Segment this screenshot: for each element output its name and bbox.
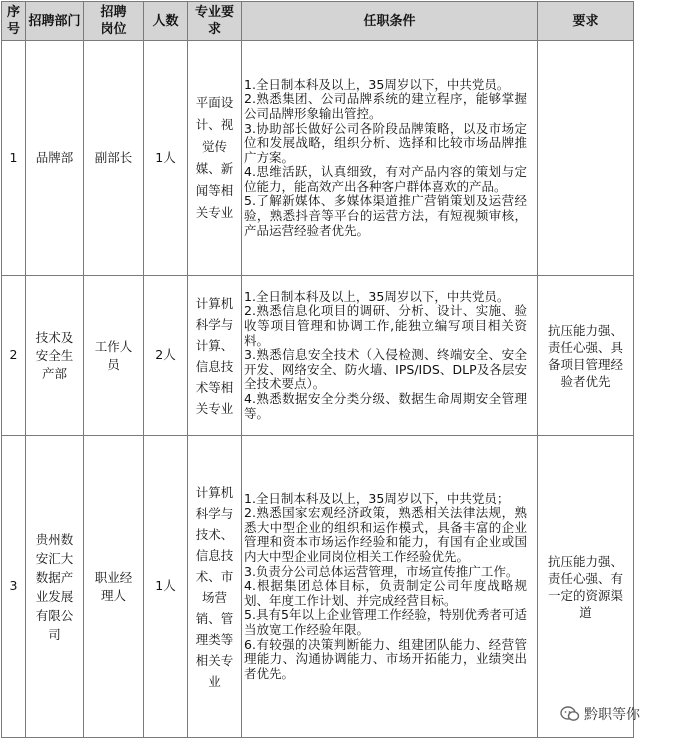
row-count: 1人 <box>144 41 188 276</box>
condition-item: 1.全日制本科及以上，35周岁以下，中共党员； <box>244 490 510 506</box>
row-requirements <box>538 41 634 276</box>
row-post: 职业经理人 <box>84 436 144 738</box>
row-conditions <box>242 276 538 436</box>
watermark <box>560 704 640 724</box>
condition-item: 4.思维活跃，认真细致，有对产品内容的策划与定位能力，能高效产出各种客户群体喜欢的产品。 <box>244 164 527 194</box>
condition-item: 5.具有5年以上企业管理工作经验，特别优秀者可适当放宽工作经验年限。 <box>244 607 527 637</box>
condition-item: 3.协助部长做好公司各阶段品牌策略，以及市场定位和发展战略，组织分析、选择和比较市场品牌推广方案。 <box>244 120 527 165</box>
header-count: 人数 <box>144 2 188 41</box>
row-post: 工作人员 <box>84 276 144 436</box>
row-dept: 品牌部 <box>26 41 84 276</box>
row-conditions <box>242 436 538 738</box>
row-count: 2人 <box>144 276 188 436</box>
condition-item: 6.有较强的决策判断能力、组建团队能力、经营管理能力、沟通协调能力、市场开拓能力，业绩突出者优先。 <box>244 636 527 681</box>
row-conditions <box>242 41 538 276</box>
condition-item: 3.熟悉信息安全技术（入侵检测、终端安全、安全开发、网络安全、防火墙、IPS/IDS、DLP及各层安全技术要点）。 <box>244 347 527 392</box>
header-post: 招聘岗位 <box>84 2 144 41</box>
condition-item: 4.熟悉数据安全分类分级、数据生命周期安全管理等。 <box>244 390 527 421</box>
header-dept: 招聘部门 <box>26 2 84 41</box>
row-no: 3 <box>2 436 26 738</box>
header-conditions: 任职条件 <box>242 2 538 41</box>
table-row <box>2 436 634 738</box>
condition-item: 5.了解新媒体、多媒体渠道推广营销策划及运营经验，熟悉抖音等平台的运营方法，有短视频审核，产品运营经验者优先。 <box>244 193 527 238</box>
row-count: 1人 <box>144 436 188 738</box>
header-row <box>2 2 634 41</box>
row-dept: 贵州数安汇大数据产业发展有限公司 <box>26 436 84 738</box>
condition-item: 3.负责分公司总体运营管理，市场宣传推广工作。 <box>244 563 519 579</box>
row-no: 1 <box>2 41 26 276</box>
row-major: 计算机科学与技术、信息技术、市场营销、管理类等相关专业 <box>188 436 242 738</box>
row-major: 计算机科学与计算、信息技术等相关专业 <box>188 276 242 436</box>
condition-item: 1.全日制本科及以上，35周岁以下，中共党员。 <box>244 288 510 304</box>
condition-item: 1.全日制本科及以上，35周岁以下，中共党员。 <box>244 76 510 92</box>
watermark-text: 黔职等你 <box>584 707 640 723</box>
condition-item: 2.熟悉信息化项目的调研、分析、设计、实施、验收等项目管理和协调工作,能独立编写项目相关资料。 <box>244 303 527 348</box>
table-row <box>2 276 634 436</box>
condition-item: 2.熟悉集团、公司品牌系统的建立程序，能够掌握公司品牌形象输出管控。 <box>244 91 527 121</box>
table-row <box>2 41 634 276</box>
row-no: 2 <box>2 276 26 436</box>
row-requirements: 抗压能力强、责任心强、有一定的资源渠道 <box>538 436 634 738</box>
condition-item: 4.根据集团总体目标，负责制定公司年度战略规划、年度工作计划、并完成经营目标。 <box>244 578 527 608</box>
row-requirements: 抗压能力强、责任心强、具备项目管理经验者优先 <box>538 276 634 436</box>
header-no: 序号 <box>2 2 26 41</box>
recruitment-table <box>1 1 634 738</box>
row-post: 副部长 <box>84 41 144 276</box>
row-major: 平面设计、视觉传媒、新闻等相关专业 <box>188 41 242 276</box>
row-dept: 技术及安全生产部 <box>26 276 84 436</box>
condition-item: 2.熟悉国家宏观经济政策，熟悉相关法律法规，熟悉大中型企业的组织和运作模式，具备丰富的企业管理和资本市场运作经验和能力，有国有企业或国内大中型企业同岗位相关工作经验优先。 <box>244 505 527 565</box>
header-requirements: 要求 <box>538 2 634 41</box>
wechat-official-account-icon <box>560 706 580 722</box>
header-major: 专业要求 <box>188 2 242 41</box>
